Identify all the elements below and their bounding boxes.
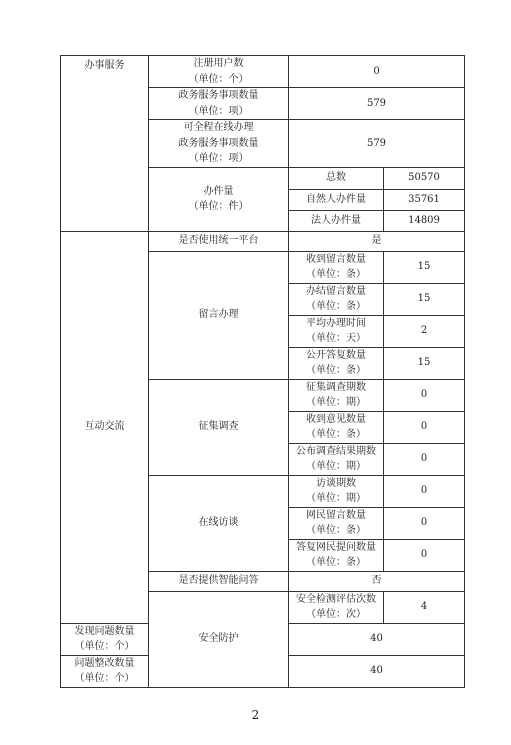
table-row <box>61 231 465 251</box>
problems-found-value: 40 <box>289 623 465 655</box>
security-evaluations-label: 安全检测评估次数 （单位：次） <box>289 591 384 623</box>
smart-qa-label: 是否提供智能问答 <box>149 571 289 591</box>
volume-natural-value: 35761 <box>384 189 465 210</box>
survey-results-value: 0 <box>384 443 465 475</box>
survey-periods-label: 征集调查期数 （单位：期） <box>289 379 384 411</box>
section-interaction-title: 互动交流 <box>61 231 149 623</box>
messages-avg-time-label: 平均办理时间 （单位：天） <box>289 315 384 347</box>
unified-platform-label: 是否使用统一平台 <box>149 231 289 251</box>
interview-title: 在线访谈 <box>149 475 289 571</box>
table-row <box>61 56 465 88</box>
messages-public-replies-value: 15 <box>384 347 465 379</box>
messages-public-replies-label: 公开答复数量 （单位：条） <box>289 347 384 379</box>
messages-avg-time-value: 2 <box>384 315 465 347</box>
interview-messages-label: 网民留言数量 （单位：条） <box>289 507 384 539</box>
section-affairs-title: 办事服务 <box>61 56 149 232</box>
interview-periods-label: 访谈期数 （单位：期） <box>289 475 384 507</box>
security-evaluations-value: 4 <box>384 591 465 623</box>
survey-opinions-value: 0 <box>384 411 465 443</box>
online-items-label: 可全程在线办理 政务服务事项数量 （单位：项） <box>149 120 289 168</box>
volume-total-label: 总数 <box>289 167 384 189</box>
interview-answers-value: 0 <box>384 539 465 571</box>
volume-total-value: 50570 <box>384 167 465 189</box>
messages-completed-value: 15 <box>384 283 465 315</box>
messages-received-label: 收到留言数量 （单位：条） <box>289 251 384 283</box>
survey-results-label: 公布调查结果期数 （单位：期） <box>289 443 384 475</box>
survey-periods-value: 0 <box>384 379 465 411</box>
volume-legal-label: 法人办件量 <box>289 210 384 231</box>
page-number: 2 <box>251 708 260 722</box>
messages-received-value: 15 <box>384 251 465 283</box>
registered-users-value: 0 <box>289 56 465 88</box>
smart-qa-value: 否 <box>289 571 465 591</box>
problems-fixed-value: 40 <box>289 655 465 687</box>
messages-title: 留言办理 <box>149 251 289 379</box>
interview-messages-value: 0 <box>384 507 465 539</box>
online-items-value: 579 <box>289 120 465 168</box>
volume-legal-value: 14809 <box>384 210 465 231</box>
service-items-label: 政务服务事项数量 （单位：项） <box>149 88 289 120</box>
problems-found-label: 发现问题数量 （单位：个） <box>61 623 149 655</box>
registered-users-label: 注册用户数 （单位：个） <box>149 56 289 88</box>
section-security-title: 安全防护 <box>149 591 289 687</box>
report-table <box>60 55 465 688</box>
service-items-value: 579 <box>289 88 465 120</box>
interview-periods-value: 0 <box>384 475 465 507</box>
messages-completed-label: 办结留言数量 （单位：条） <box>289 283 384 315</box>
unified-platform-value: 是 <box>289 231 465 251</box>
survey-title: 征集调查 <box>149 379 289 475</box>
interview-answers-label: 答复网民提问数量 （单位：条） <box>289 539 384 571</box>
volume-label: 办件量 （单位：件） <box>149 167 289 231</box>
volume-natural-label: 自然人办件量 <box>289 189 384 210</box>
survey-opinions-label: 收到意见数量 （单位：条） <box>289 411 384 443</box>
problems-fixed-label: 问题整改数量 （单位：个） <box>61 655 149 687</box>
